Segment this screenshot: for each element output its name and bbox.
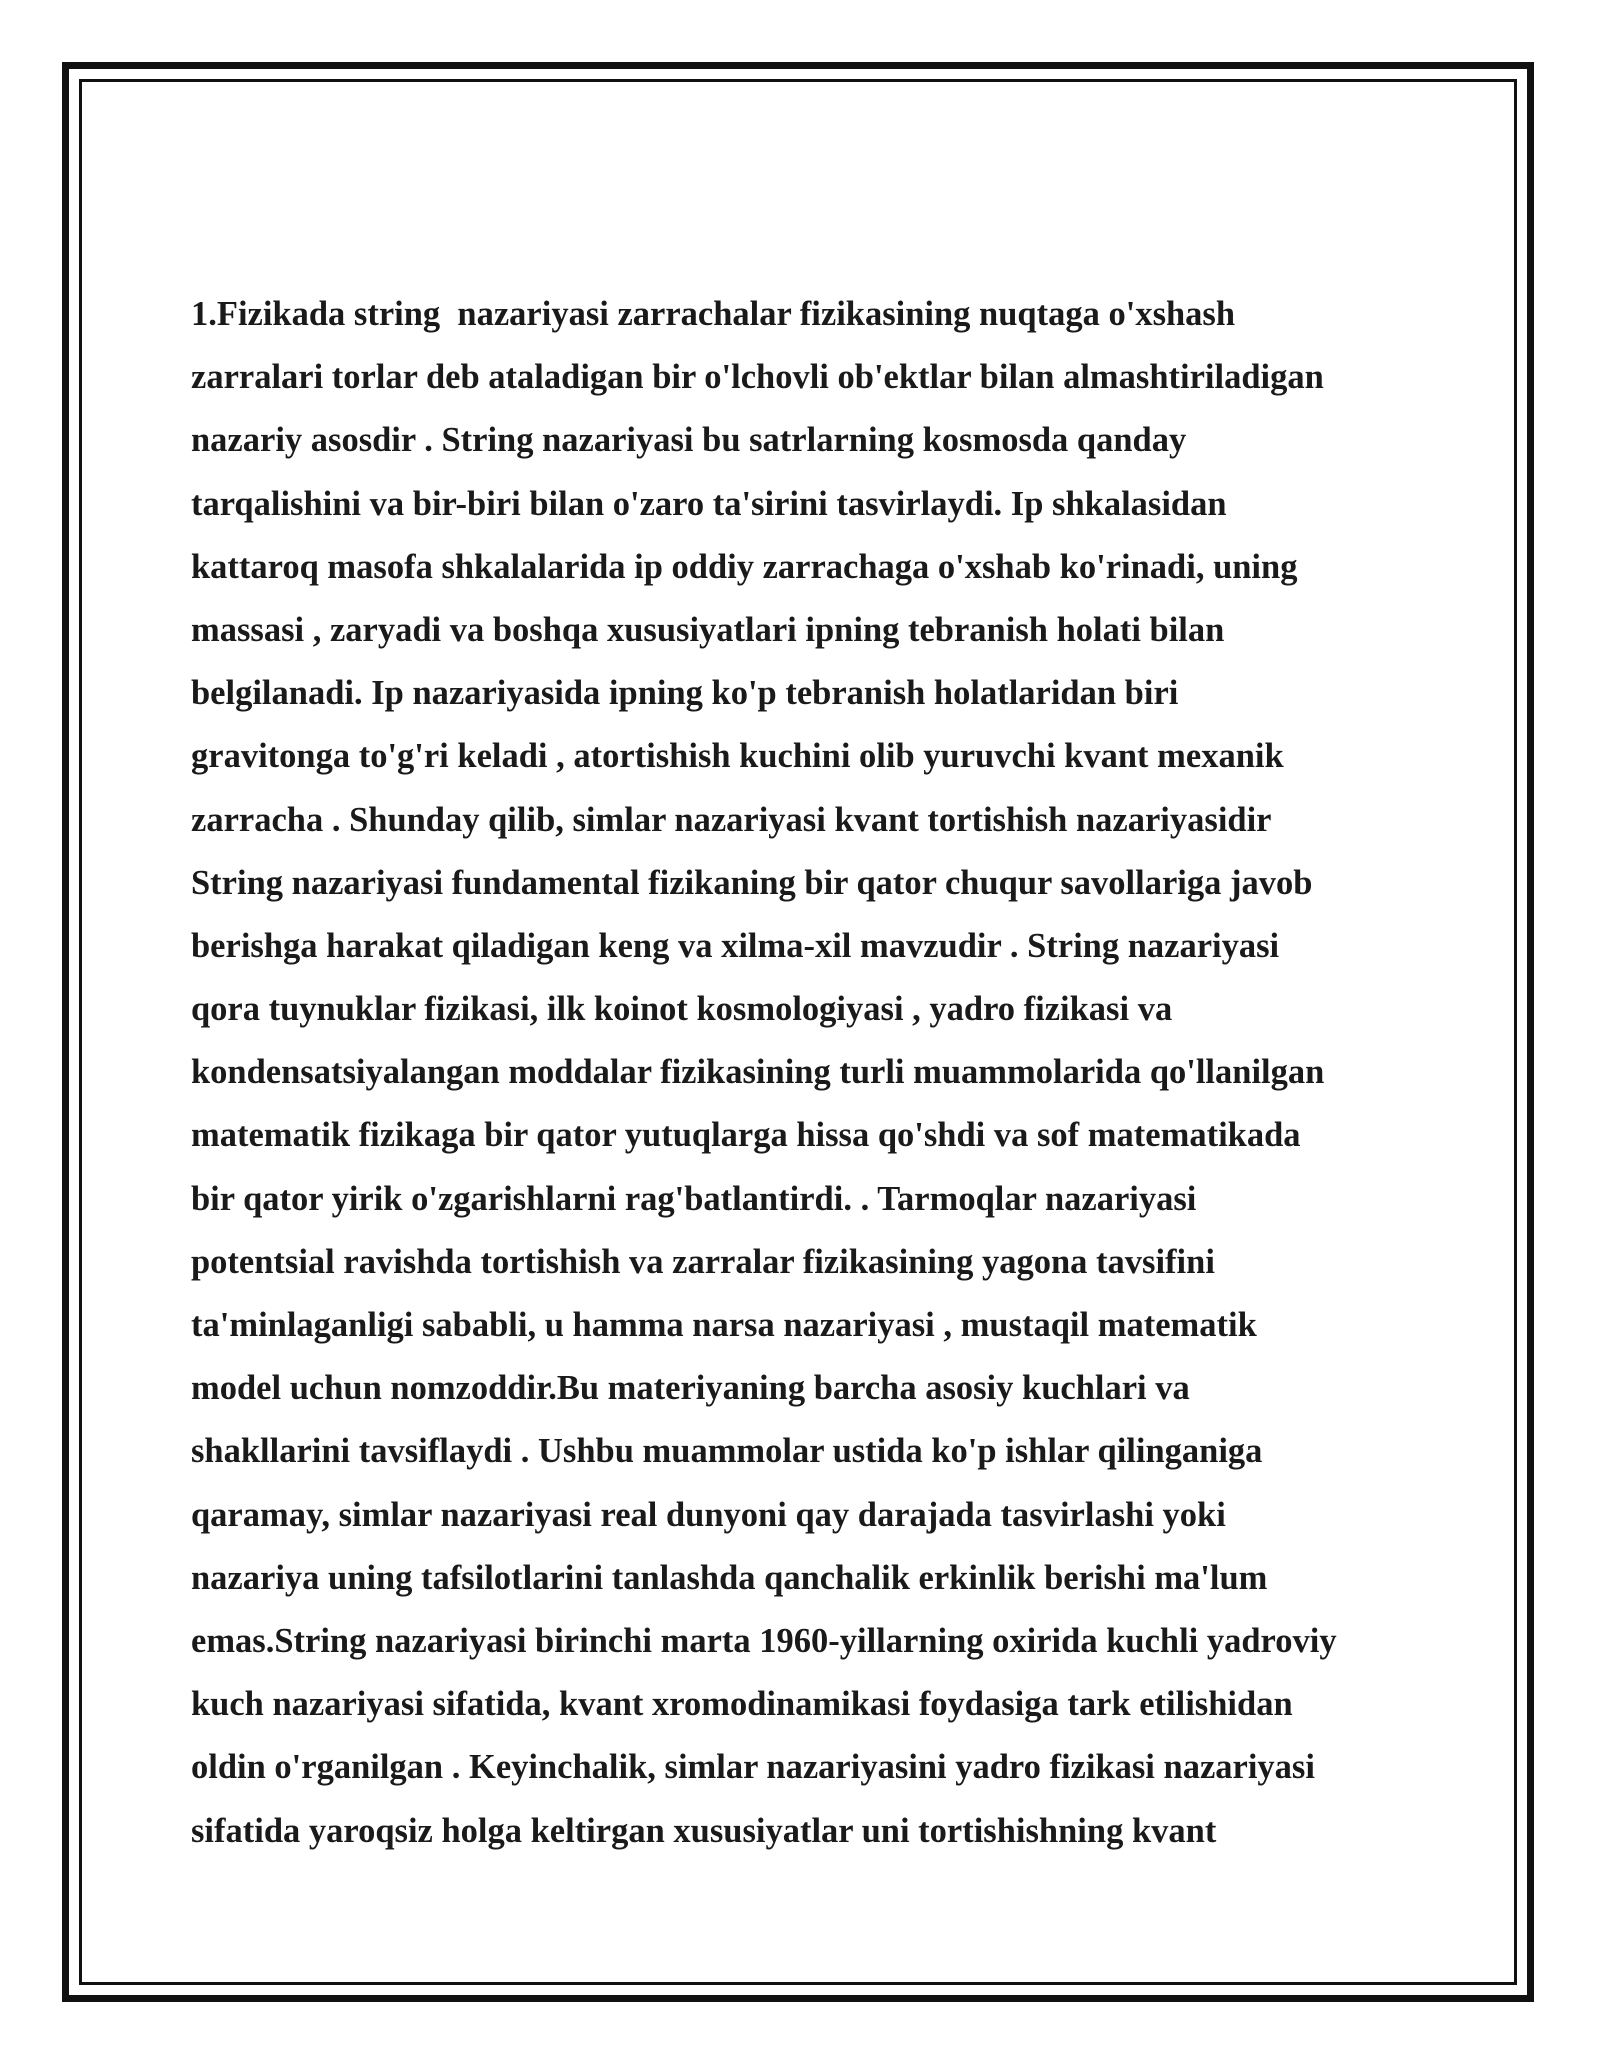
text-line: gravitonga to'g'ri keladi , atortishish kuchini olib yuruvchi kvant mexanik bbox=[191, 737, 1284, 776]
text-line: model uchun nomzoddir.Bu materiyaning barcha asosiy kuchlari va bbox=[191, 1369, 1190, 1408]
text-line: nazariya uning tafsilotlarini tanlashda qanchalik erkinlik berishi ma'lum bbox=[191, 1558, 1268, 1597]
text-line: kuch nazariyasi sifatida, kvant xromodinamikasi foydasiga tark etilishidan bbox=[191, 1685, 1293, 1724]
text-line: emas.String nazariyasi birinchi marta 1960-yillarning oxirida kuchli yadroviy bbox=[191, 1621, 1337, 1660]
text-line: kattaroq masofa shkalalarida ip oddiy zarrachaga o'xshab ko'rinadi, uning bbox=[191, 547, 1298, 586]
text-line: oldin o'rganilgan . Keyinchalik, simlar nazariyasini yadro fizikasi nazariyasi bbox=[191, 1748, 1315, 1787]
text-line: belgilanadi. Ip nazariyasida ipning ko'p tebranish holatlaridan biri bbox=[191, 674, 1179, 713]
text-line: 1.Fizikada string nazariyasi zarrachalar fizikasining nuqtaga o'xshash bbox=[191, 295, 1236, 333]
text-line: zarralari torlar deb ataladigan bir o'lchovli ob'ektlar bilan almashtiriladigan bbox=[191, 358, 1324, 397]
text-line: ta'minlaganligi sababli, u hamma narsa nazariyasi , mustaqil matematik bbox=[191, 1306, 1257, 1344]
text-line: qaramay, simlar nazariyasi real dunyoni qay darajada tasvirlashi yoki bbox=[191, 1495, 1226, 1534]
text-line: qora tuynuklar fizikasi, ilk koinot kosmologiyasi , yadro fizikasi va bbox=[191, 990, 1173, 1029]
text-line: nazariy asosdir . String nazariyasi bu satrlarning kosmosda qanday bbox=[191, 421, 1187, 460]
text-line: matematik fizikaga bir qator yutuqlarga hissa qo'shdi va sof matematikada bbox=[191, 1116, 1301, 1155]
text-line: shakllarini tavsiflaydi . Ushbu muammolar ustida ko'p ishlar qilinganiga bbox=[191, 1432, 1263, 1471]
text-line: massasi , zaryadi va boshqa xususiyatlari ipning tebranish holati bilan bbox=[191, 610, 1225, 649]
text-line: tarqalishini va bir-biri bilan o'zaro ta'sirini tasvirlaydi. Ip shkalasidan bbox=[191, 484, 1227, 523]
text-line: bir qator yirik o'zgarishlarni rag'batlantirdi. . Tarmoqlar nazariyasi bbox=[191, 1179, 1197, 1218]
text-line: potentsial ravishda tortishish va zarralar fizikasining yagona tavsifini bbox=[191, 1242, 1215, 1281]
text-line: zarracha . Shunday qilib, simlar nazariyasi kvant tortishish nazariyasidir bbox=[191, 800, 1272, 839]
body-text bbox=[191, 283, 1431, 1863]
text-line: String nazariyasi fundamental fizikaning bir qator chuqur savollariga javob bbox=[191, 863, 1313, 902]
text-line: berishga harakat qiladigan keng va xilma-xil mavzudir . String nazariyasi bbox=[191, 926, 1280, 965]
text-line: sifatida yaroqsiz holga keltirgan xususiyatlar uni tortishishning kvant bbox=[191, 1811, 1217, 1850]
text-line: kondensatsiyalangan moddalar fizikasining turli muammolarida qo'llanilgan bbox=[191, 1053, 1325, 1092]
